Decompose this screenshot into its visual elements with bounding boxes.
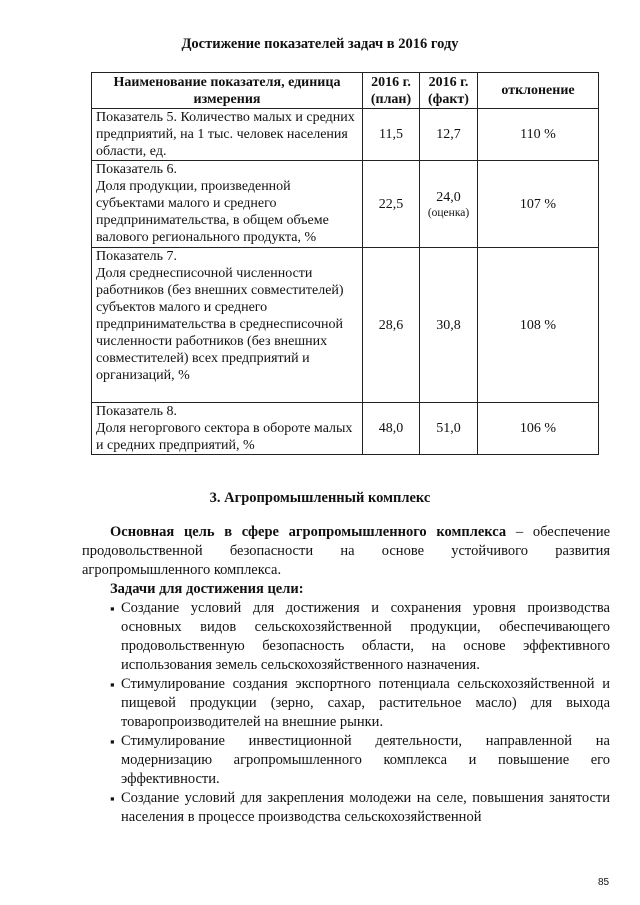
- list-item: [82, 789, 610, 827]
- header-plan: 2016 г. (план): [363, 73, 420, 109]
- task-text: Стимулирование инвестиционной деятельности, направленной на модернизацию агропромышленного комплекса и повышение его эффективности.: [121, 733, 610, 787]
- fact-value: 24,0: [436, 189, 461, 205]
- tasks-title: Задачи для достижения цели:: [110, 581, 304, 597]
- table-row: [92, 161, 599, 248]
- plan-value: 22,5: [363, 161, 420, 248]
- plan-value: 11,5: [363, 109, 420, 161]
- plan-value: 48,0: [363, 403, 420, 455]
- table-row: [92, 109, 599, 161]
- fact-value: 51,0: [420, 403, 478, 455]
- deviation-value: 108 %: [478, 248, 599, 403]
- goal-lead: Основная цель в сфере агропромышленного комплекса: [110, 524, 507, 540]
- deviation-value: 106 %: [478, 403, 599, 455]
- task-text: Стимулирование создания экспортного потенциала сельскохозяйственной и пищевой продукции (зерно, сахар, растительное масло) для выхода товаропроизводителей на внешние рынки.: [121, 676, 610, 730]
- deviation-value: 107 %: [478, 161, 599, 248]
- section-content: [82, 523, 610, 827]
- task-text: Создание условий для достижения и сохранения уровня производства основных видов сельскохозяйственной продукции, обеспечивающего продовольственную безопасность области, на основе эффективного использования земель сельскохозяйственного назначения.: [121, 600, 610, 673]
- table-row: [92, 248, 599, 403]
- square-bullet-icon: ▪: [110, 791, 115, 806]
- task-text: Создание условий для закрепления молодежи на селе, повышения занятости населения в процессе производства сельскохозяйственной: [121, 790, 610, 825]
- indicators-table: [91, 72, 599, 455]
- indicator-name: Показатель 7. Доля среднесписочной численности работников (без внешних совместителей) субъектов малого и среднего предпринимательства в среднесписочной численности работников (без внешних совместителей) всех предприятий и организаций, %: [92, 248, 363, 403]
- list-item: [82, 732, 610, 789]
- indicator-name: Показатель 6. Доля продукции, произведенной субъектами малого и среднего предпринимательства, в общем объеме валового регионального продукта, %: [92, 161, 363, 248]
- header-name: Наименование показателя, единица измерения: [92, 73, 363, 109]
- header-deviation: отклонение: [478, 73, 599, 109]
- fact-value: 12,7: [420, 109, 478, 161]
- indicator-name: Показатель 5. Количество малых и средних предприятий, на 1 тыс. человек населения области, ед.: [92, 109, 363, 161]
- table-row: [92, 403, 599, 455]
- fact-note: (оценка): [427, 206, 470, 219]
- table-header-row: [92, 73, 599, 109]
- square-bullet-icon: ▪: [110, 734, 115, 749]
- indicator-name: Показатель 8. Доля негоргового сектора в обороте малых и средних предприятий, %: [92, 403, 363, 455]
- fact-value: 30,8: [420, 248, 478, 403]
- goal-text: – обеспечение продовольственной безопасности на основе устойчивого развития агропромышленного комплекса.: [82, 524, 611, 578]
- square-bullet-icon: ▪: [110, 677, 115, 692]
- page-number: 85: [598, 877, 610, 888]
- deviation-value: 110 %: [478, 109, 599, 161]
- document-title: Достижение показателей задач в 2016 году: [181, 36, 459, 52]
- header-fact: 2016 г. (факт): [420, 73, 478, 109]
- section-title: 3. Агропромышленный комплекс: [209, 490, 431, 506]
- fact-cell: [420, 161, 478, 248]
- square-bullet-icon: ▪: [110, 601, 115, 616]
- tasks-list: [82, 599, 610, 827]
- goal-paragraph: [82, 523, 610, 580]
- list-item: [82, 675, 610, 732]
- plan-value: 28,6: [363, 248, 420, 403]
- list-item: [82, 599, 610, 675]
